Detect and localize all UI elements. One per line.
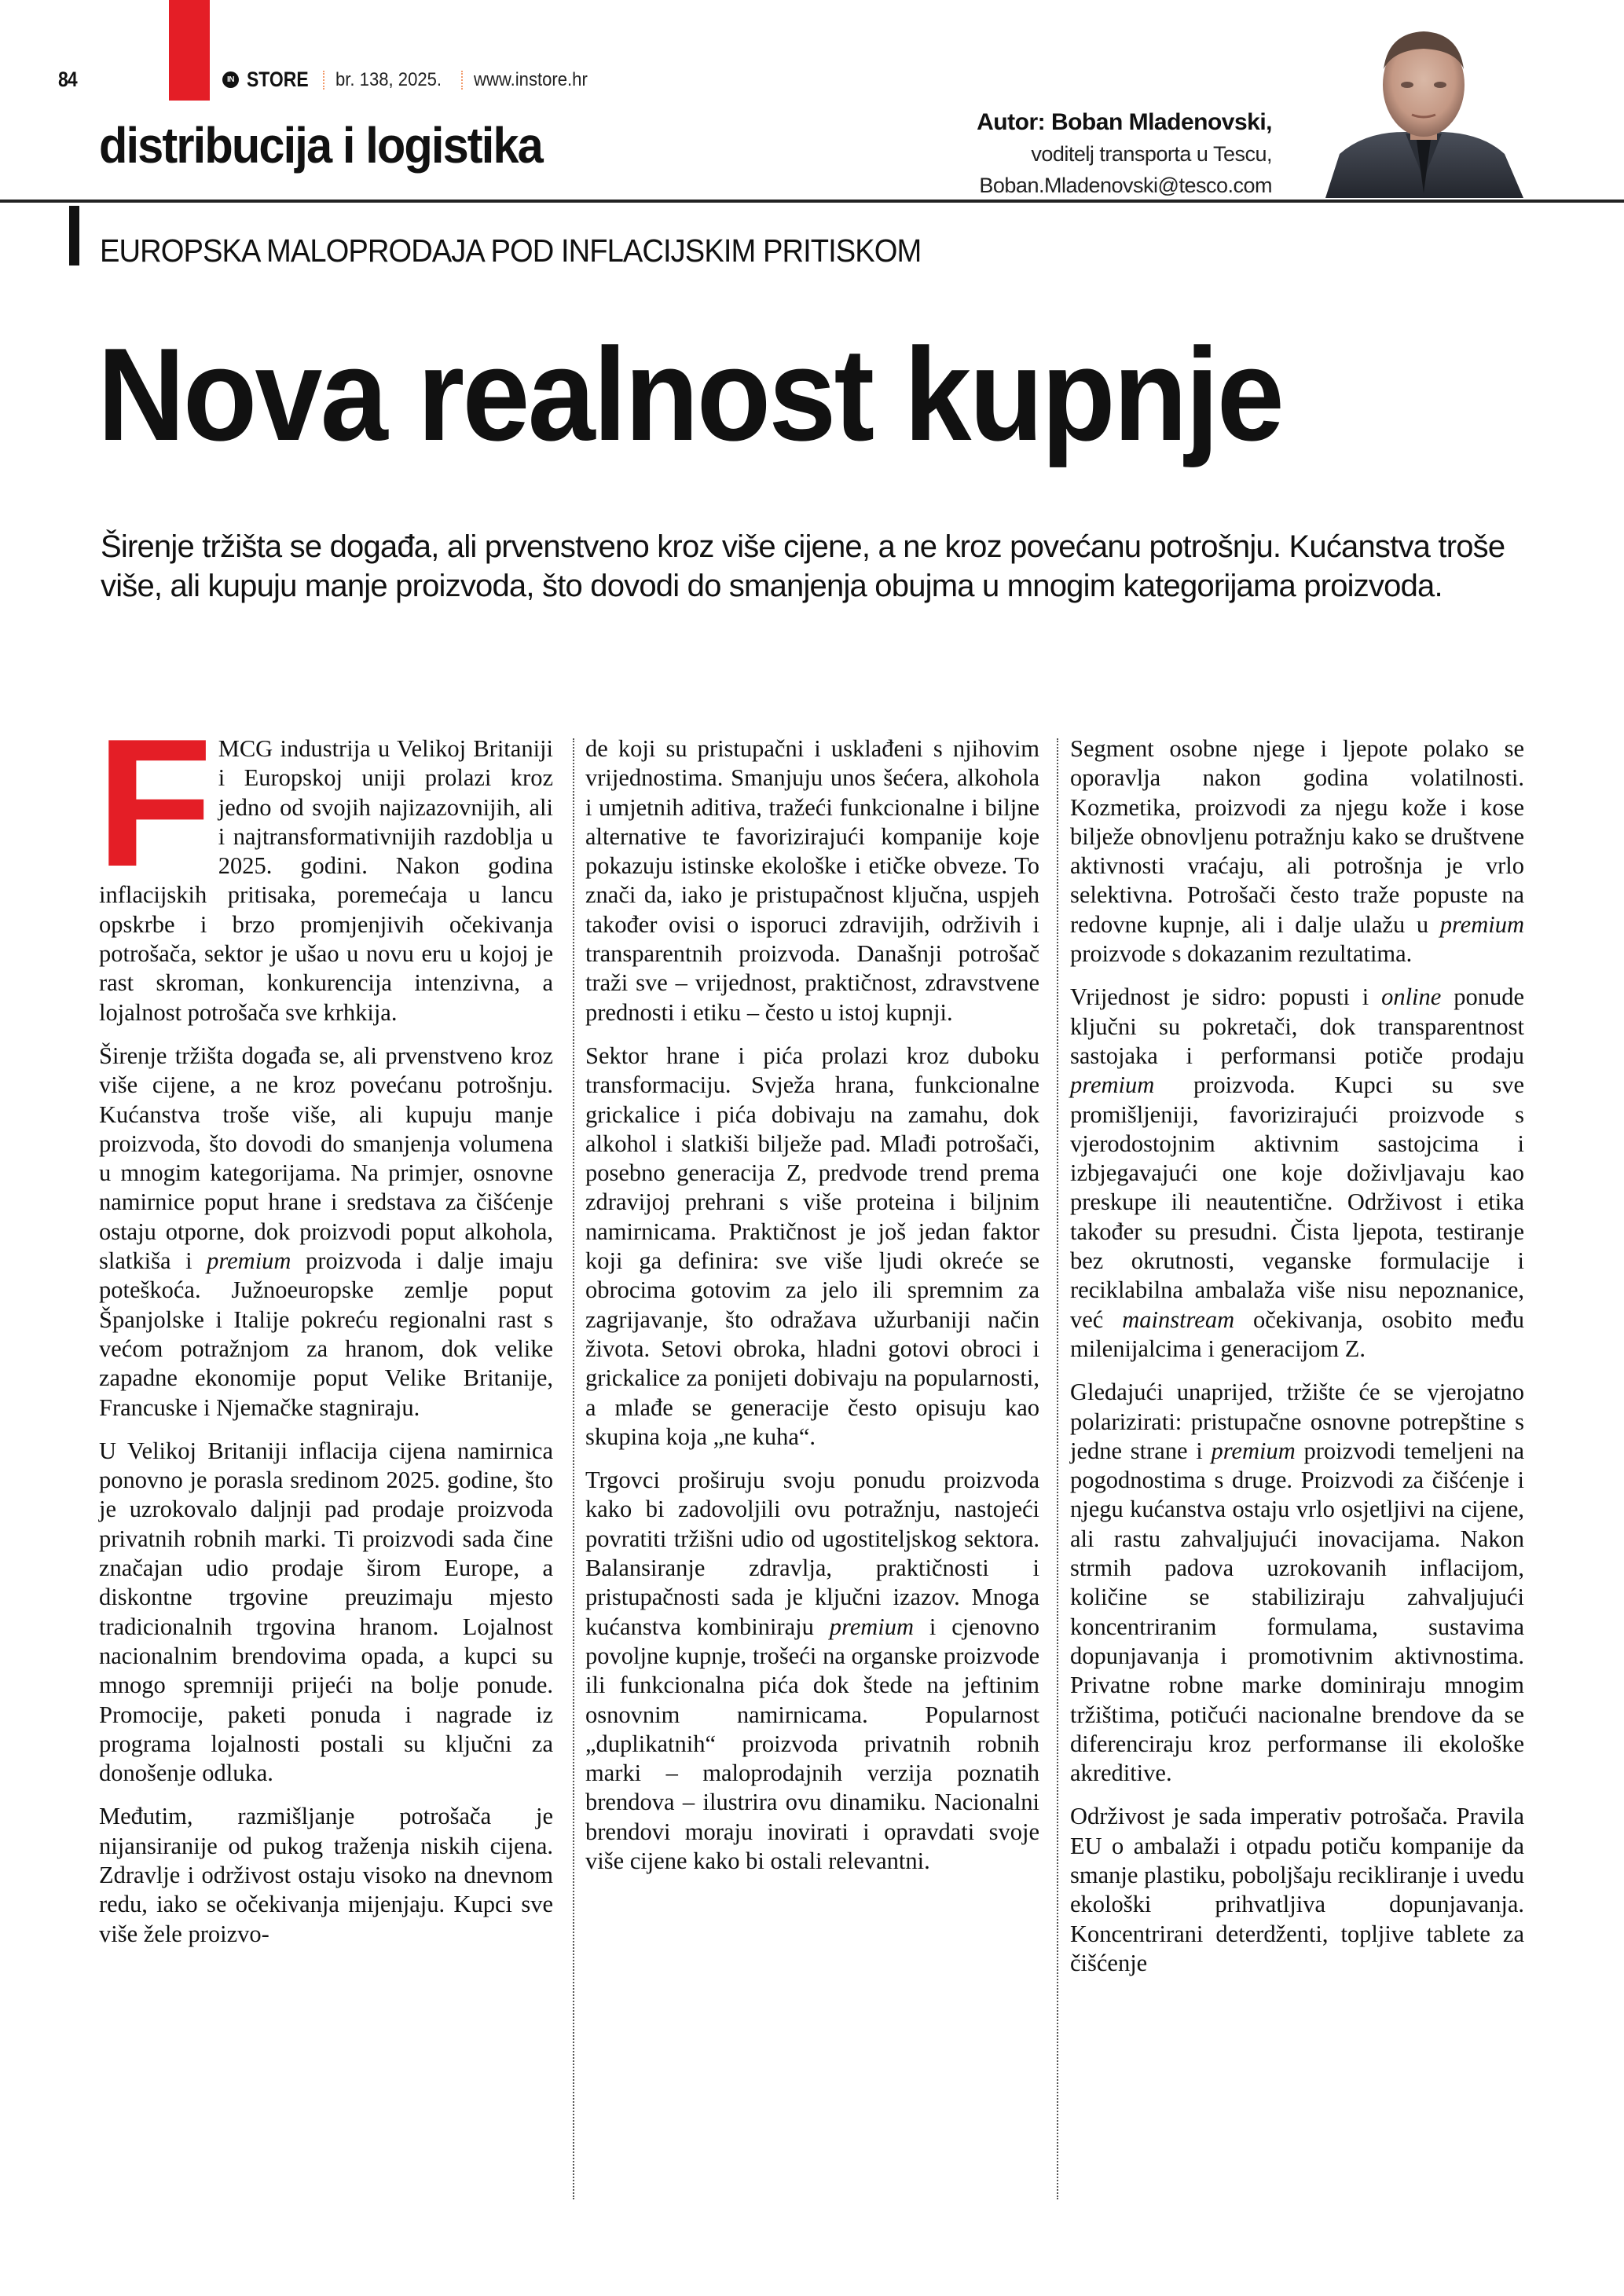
masthead-line [222, 68, 598, 92]
paragraph-text: proizvodi temeljeni na pogodnostima s druge. Proizvodi za čišćenje i njegu kućanstva ostaju vrlo osjetljivi na cijene, ali rastu zahvaljujući inovacijama. Nakon strmih padova uzrokovanih inflacijom, količine se stabiliziraju zahvaljujući koncentriranim formulama, sustavima dopunjavanja i promotivnim aktivnostima. Privatne robne marke dominiraju mnogim tržištima, potičući nacionalne brendove da se diferenciraju kroz performanse ili ekološke akreditive. [1070, 1437, 1524, 1787]
author-role: voditelj transporta u Tescu, [1031, 142, 1272, 166]
article-paragraph [585, 1466, 1039, 1876]
article-paragraph [99, 1802, 553, 1948]
instore-logo-text: STORE [247, 68, 309, 91]
article-paragraph [585, 1042, 1039, 1452]
paragraph-text: ponude ključni su pokretači, dok transparentnost sastojaka i performansi potiče prodaju [1070, 983, 1524, 1069]
masthead-separator [323, 71, 324, 90]
article-paragraph [1070, 1378, 1524, 1788]
page-number: 84 [58, 68, 77, 91]
paragraph-text: i cjenovno povoljne kupnje, trošeći na organske proizvode ili funkcionalna pića dok štede na jeftinim osnovnim namirnicama. Popularnost „duplikatnih“ proizvoda privatnih robnih marki – maloprodajnih verzija poznatih brendova – ilustrira ovu dinamiku. Nacionalni brendovi moraju inovirati i opravdati svoje više cijene kako bi ostali relevantni. [585, 1613, 1039, 1874]
paragraph-text: Održivost je sada imperativ potrošača. Pravila EU o ambalaži i otpadu potiču kompanije da smanje plastiku, poboljšaju recikliranje i uvedu ekološki prihvatljiva dopunjavanja. Koncentrirani deterdženti, topljive tablete za čišćenje [1070, 1803, 1524, 1976]
column-divider [1057, 738, 1058, 2199]
author-byline [977, 107, 1272, 201]
paragraph-text: U Velikoj Britaniji inflacija cijena namirnica ponovno je porasla sredinom 2025. godine, što je uzrokovalo daljnji pad prodaje proizvoda privatnih robnih marki. Ti proizvodi sada čine značajan udio prodaje širom Europe, a diskontne trgovine preuzimaju mjesto tradicionalnih trgovina hranom. Lojalnost nacionalnim brendovima opada, a kupci su mnogo spremniji prijeći na bolje ponude. Promocije, paketi ponuda i nagrade iz programa lojalnosti postali su ključni za donošenje odluka. [99, 1437, 553, 1787]
article-paragraph [1070, 734, 1524, 969]
article-column-3 [1070, 734, 1524, 1992]
emphasized-term: premium [1439, 910, 1524, 938]
emphasized-term: online [1381, 983, 1442, 1011]
article-headline: Nova realnost kupnje [97, 320, 1282, 468]
article-paragraph [99, 1437, 553, 1789]
emphasized-term: premium [829, 1613, 915, 1640]
author-email[interactable]: Boban.Mladenovski@tesco.com [979, 174, 1272, 197]
header-divider [0, 200, 1624, 203]
paragraph-text: de koji su pristupačni i usklađeni s njihovim vrijednostima. Smanjuju unos šećera, alkohola i umjetnih aditiva, tražeći funkcionalne i biljne alternative te favorizirajući kompanije koje pokazuju istinske ekološke i etičke obveze. To znači da, iako je pristupačnost ključna, uspjeh također ovisi o isporuci zdravijih, održivih i transparentnih proizvoda. Današnji potrošač traži sve – vrijednost, praktičnost, zdravstvene prednosti i etiku – često u istoj kupnji. [585, 735, 1039, 1026]
column-divider [573, 738, 574, 2199]
paragraph-text: MCG industrija u Velikoj Britaniji i Europskoj uniji prolazi kroz jedno od svojih najizazovnijih, ali i najtransformativnijih razdoblja u 2025. godini. Nakon godina inflacijskih pritisaka, poremećaja u lancu opskrbe i brzo promjenjivih očekivanja potrošača, sektor je ušao u novu eru u kojoj je rast skroman, konkurencija intenzivna, a lojalnost potrošača sve krhkija. [99, 735, 553, 1026]
author-portrait-icon [1318, 22, 1530, 198]
paragraph-text: Gledajući unaprijed, tržište će se vjerojatno polarizirati: pristupačne osnovne potrepštine s jedne strane i [1070, 1379, 1524, 1464]
issue-number: br. 138, 2025. [335, 68, 442, 90]
paragraph-text: Međutim, razmišljanje potrošača je nijansiranije od pukog traženja niskih cijena. Zdravlje i održivost ostaju visoko na dnevnom redu, iako se očekivanja mijenjaju. Kupci sve više žele proizvo- [99, 1803, 553, 1947]
paragraph-text: Vrijednost je sidro: popusti i [1070, 983, 1382, 1011]
masthead-separator [461, 71, 463, 90]
article-column-1 [96, 701, 553, 1963]
website-link[interactable]: www.instore.hr [474, 68, 588, 90]
emphasized-term: premium [207, 1247, 291, 1275]
article-paragraph [585, 734, 1039, 1027]
paragraph-text: Širenje tržišta događa se, ali prvenstveno kroz više cijene, a ne kroz povećanu potrošnju. Kućanstva troše više, ali kupuju manje proizvoda, što dovodi do smanjenja volumena u mnogim kategorijama. Na primjer, osnovne namirnice poput hrane i sredstava za čišćenje ostaju otporne, dok proizvodi poput alkohola, slatkiša i [99, 1042, 553, 1275]
article-paragraph [96, 701, 553, 1027]
paragraph-text: proizvoda. Kupci su sve promišljeniji, favorizirajući proizvode s vjerodostojnim aktivnim sastojcima i izbjegavajući one koje doživljavaju kao preskupe ili neautentične. Održivost i etika također su presudni. Čista ljepota, testiranje bez okrutnosti, veganske formulacije i reciklabilna ambalaža više nisu nepoznanice, već [1070, 1071, 1524, 1333]
article-lead: Širenje tržišta se događa, ali prvenstveno kroz više cijene, a ne kroz povećanu potrošnju. Kućanstva troše više, ali kupuju manje proizvoda, što dovodi do smanjenja obujma u mnogim kategorijama proizvoda. [101, 529, 1505, 603]
author-name: Autor: Boban Mladenovski, [977, 109, 1272, 135]
paragraph-text: Trgovci proširuju svoju ponudu proizvoda kako bi zadovoljili ovu potražnju, nastojeći povratiti tržišni udio od ugostiteljskog sektora. Balansiranje zdravlja, praktičnosti i pristupačnosti sada je ključni izazov. Mnoga kućanstva kombiniraju [585, 1467, 1039, 1640]
article-paragraph [1070, 1802, 1524, 1978]
drop-cap: F [96, 701, 213, 905]
section-title: distribucija i logistika [99, 117, 542, 174]
article-paragraph [99, 1042, 553, 1423]
emphasized-term: mainstream [1122, 1305, 1235, 1333]
emphasized-term: premium [1070, 1071, 1155, 1099]
article-column-2 [585, 734, 1039, 1890]
section-color-tab [169, 0, 210, 101]
paragraph-text: Sektor hrane i pića prolazi kroz duboku transformaciju. Svježa hrana, funkcionalne grickalice i pića dobivaju na zamahu, dok alkohol i slatkiši bilježe pad. Mlađi potrošači, posebno generacija Z, predvode trend prema zdravijoj prehrani s više proteina i biljnim namirnicama. Praktičnost je još jedan faktor koji ga definira: sve više ljudi okreće se obrocima gotovim za jelo ili spremnim za zagrijavanje, što odražava užurbaniji način života. Setovi obroka, hladni gotovi obroci i grickalice za ponijeti dobivaju na popularnosti, a mlađe se generacije često opisuju kao skupina koja „ne kuha“. [585, 1042, 1039, 1450]
paragraph-text: proizvode s dokazanim rezultatima. [1070, 940, 1413, 968]
author-photo [1318, 22, 1530, 198]
instore-logo-icon: IN [222, 71, 239, 88]
paragraph-text: očekivanja, osobito među milenijalcima i generacijom Z. [1070, 1305, 1524, 1362]
article-paragraph [1070, 983, 1524, 1364]
article-kicker: EUROPSKA MALOPRODAJA POD INFLACIJSKIM PRITISKOM [100, 233, 922, 269]
kicker-accent-bar [69, 206, 79, 265]
paragraph-text: proizvoda i dalje imaju poteškoća. Južnoeuropske zemlje poput Španjolske i Italije pokreću regionalni rast s većom potražnjom za hranom, dok velike zapadne ekonomije poput Velike Britanije, Francuske i Njemačke stagniraju. [99, 1247, 553, 1421]
paragraph-text: Segment osobne njege i ljepote polako se oporavlja nakon godina volatilnosti. Kozmetika, proizvodi za njegu kože i kose bilježe obnovljenu potražnju kako se društvene aktivnosti vraćaju, ali potrošnja je vrlo selektivna. Potrošači često traže popuste na redovne kupnje, ali i dalje ulažu u [1070, 735, 1524, 938]
emphasized-term: premium [1211, 1437, 1296, 1464]
